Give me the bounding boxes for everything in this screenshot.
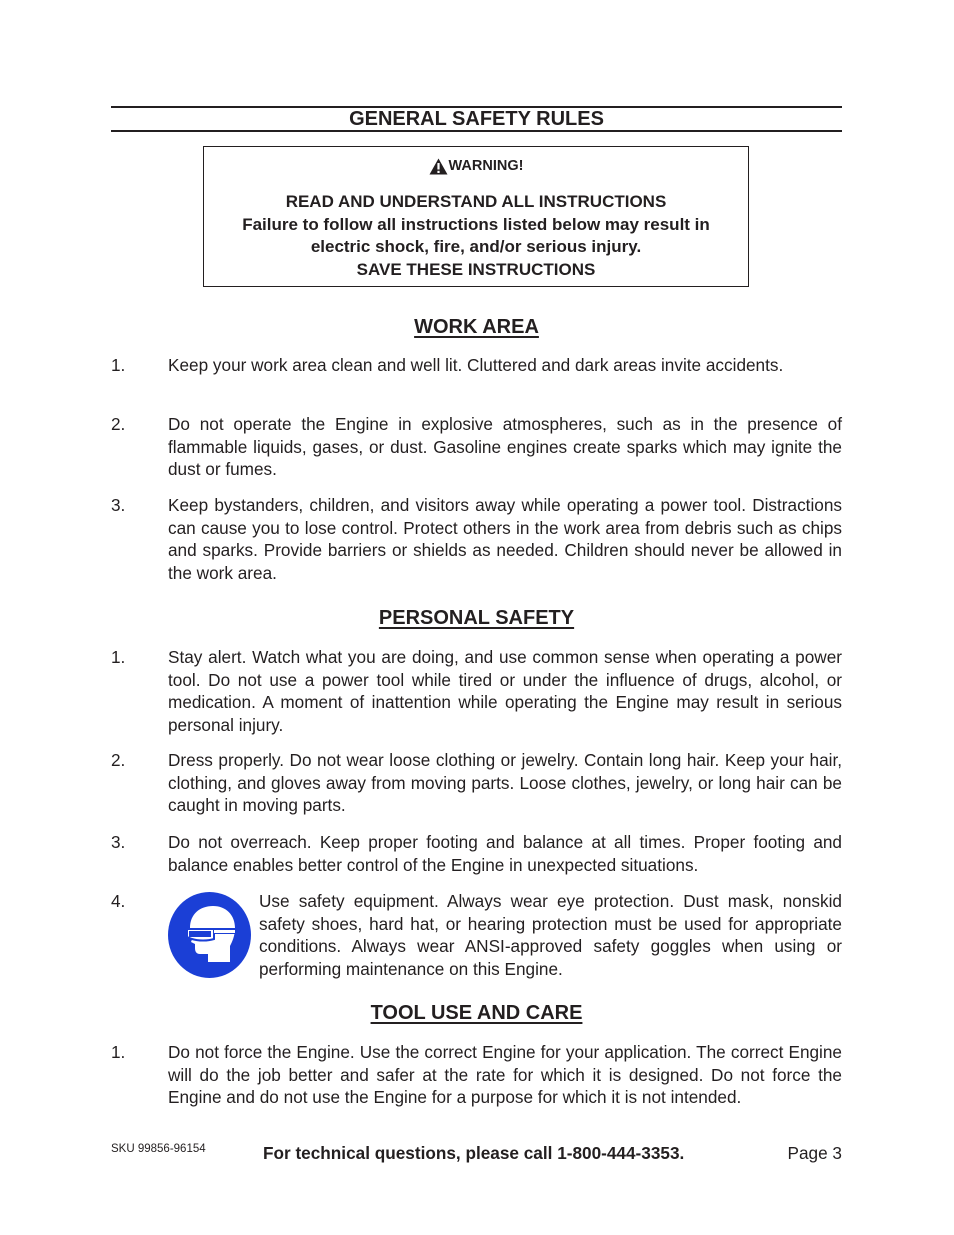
- warning-label: WARNING!: [448, 158, 524, 174]
- warning-heading: [204, 156, 748, 176]
- item-number: 1.: [111, 355, 126, 375]
- item-number: 1.: [111, 1042, 126, 1062]
- item-number: 3.: [111, 495, 126, 515]
- section-title-personal-safety: PERSONAL SAFETY: [378, 607, 575, 629]
- warning-line: Failure to follow all instructions listed below may result in: [242, 214, 710, 234]
- item-number: 1.: [111, 647, 126, 667]
- list-item: [111, 646, 842, 737]
- footer-tech-support: For technical questions, please call 1-800-444-3353.: [263, 1143, 685, 1163]
- warning-triangle-icon: [429, 158, 448, 175]
- title-underline-rule: [111, 130, 842, 132]
- page-title: GENERAL SAFETY RULES: [349, 108, 604, 130]
- item-text: Keep bystanders, children, and visitors away while operating a power tool. Distractions can cause you to lose control. Protect others in the work area from debris such as chips and sparks. Provide barriers or shields as needed. Children should never be allowed in the work area.: [168, 495, 842, 583]
- item-text: Do not force the Engine. Use the correct Engine for your application. The correct Engine will do the job better and safer at the rate for which it is designed. Do not force the Engine and do not use the Engine for a purpose for which it is not intended.: [168, 1042, 842, 1108]
- safety-goggles-icon: [168, 892, 251, 978]
- item-text: Stay alert. Watch what you are doing, and use common sense when operating a power tool. Do not use a power tool while tired or under the influence of drugs, alcohol, or medication. A moment of inattention while operating the Engine may result in serious personal injury.: [168, 647, 842, 735]
- item-number: 3.: [111, 832, 126, 852]
- section-title-work-area: WORK AREA: [414, 316, 539, 338]
- warning-line: SAVE THESE INSTRUCTIONS: [356, 259, 596, 279]
- item-text: Do not overreach. Keep proper footing and balance at all times. Proper footing and balance enables better control of the Engine in unexpected situations.: [168, 832, 842, 875]
- list-item: [111, 1041, 842, 1109]
- section-title-tool-use-and-care: TOOL USE AND CARE: [370, 1002, 583, 1024]
- footer-sku: SKU 99856-96154: [111, 1143, 206, 1155]
- footer-page-number: Page 3: [787, 1143, 842, 1163]
- list-item: [111, 354, 842, 400]
- warning-line: READ AND UNDERSTAND ALL INSTRUCTIONS: [285, 192, 667, 211]
- item-number: 2.: [111, 414, 126, 434]
- list-item: [111, 494, 842, 585]
- list-item: [111, 831, 842, 877]
- list-item: [111, 413, 842, 481]
- item-number: 2.: [111, 750, 126, 770]
- item-text: Keep your work area clean and well lit. Cluttered and dark areas invite accidents.: [168, 355, 784, 375]
- item-text: Do not operate the Engine in explosive atmospheres, such as in the presence of flammable liquids, gases, or dust. Gasoline engines create sparks which may ignite the dust or fumes.: [168, 414, 842, 480]
- item-number: 4.: [111, 891, 126, 911]
- warning-body: [204, 191, 748, 281]
- item-text: Dress properly. Do not wear loose clothing or jewelry. Contain long hair. Keep your hair, clothing, and gloves away from moving parts. Loose clothes, jewelry, or long hair can be caught in moving parts.: [168, 750, 842, 816]
- item-text: Use safety equipment. Always wear eye protection. Dust mask, nonskid safety shoes, hard hat, or hearing protection must be used for appropriate conditions. Always wear ANSI-approved safety goggles when using or performing maintenance on this Engine.: [259, 891, 842, 979]
- list-item: [111, 749, 842, 817]
- warning-box: [203, 146, 749, 287]
- warning-line: electric shock, fire, and/or serious injury.: [310, 237, 642, 256]
